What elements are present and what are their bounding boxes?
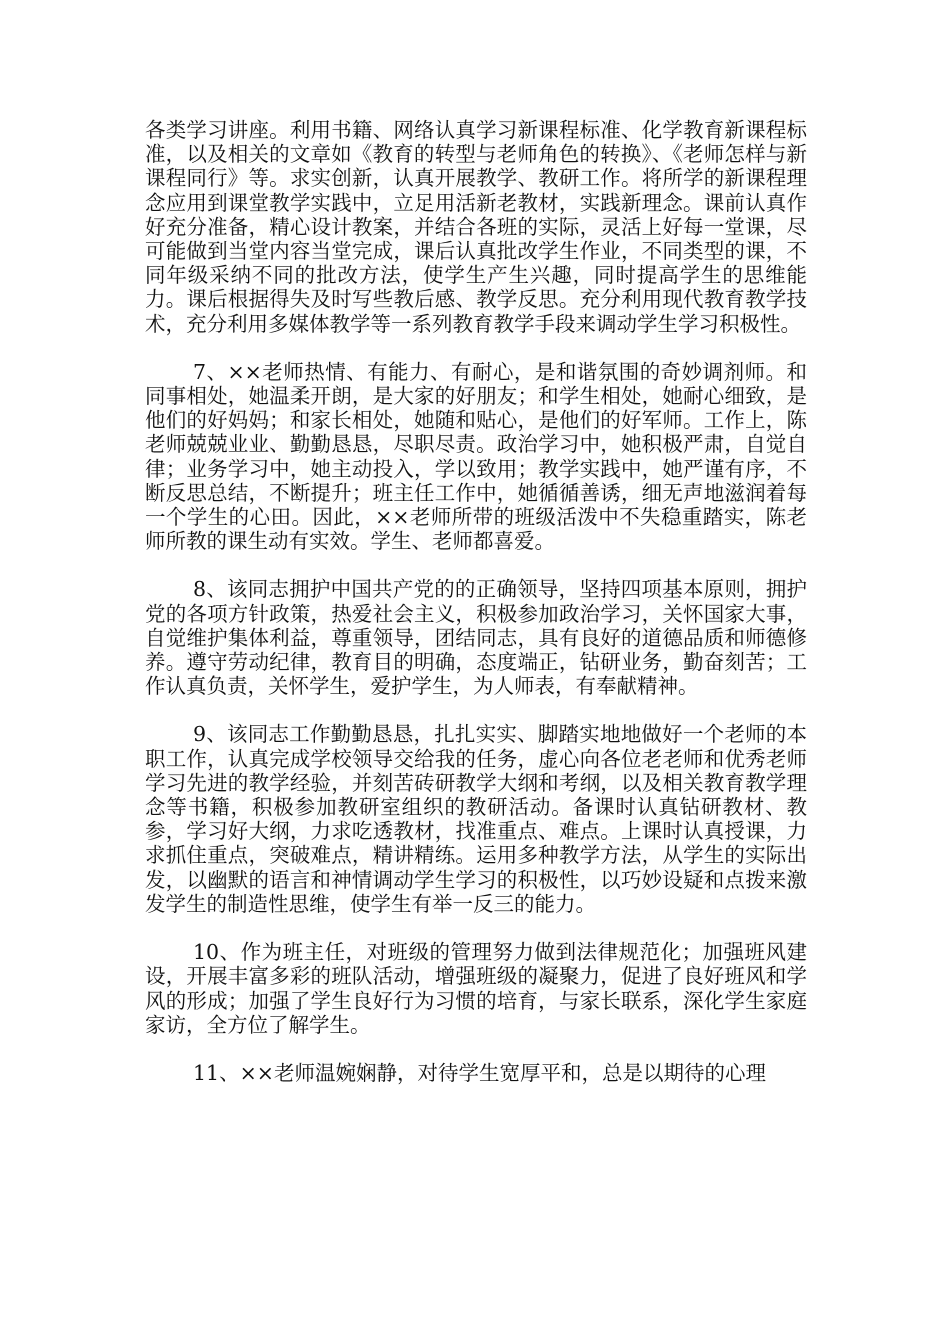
document-page xyxy=(145,118,807,1085)
paragraph-gap xyxy=(145,698,807,722)
paragraph-continuation: 各类学习讲座。利用书籍、网络认真学习新课程标准、化学教育新课程标准，以及相关的文章如《教育的转型与老师角色的转换》、《老师怎样与新课程同行》等。求实创新，认真开展教学、教研工作。将所学的新课程理念应用到课堂教学实践中，立足用活新老教材，实践新理念。课前认真作好充分准备，精心设计教案，并结合各班的实际，灵活上好每一堂课，尽可能做到当堂内容当堂完成，课后认真批改学生作业，不同类型的课，不同年级采纳不同的批改方法，使学生产生兴趣，同时提高学生的思维能力。课后根据得失及时写些教后感、教学反思。充分利用现代教育教学技术，充分利用多媒体教学等一系列教育教学手段来调动学生学习积极性。 xyxy=(145,118,807,336)
paragraph-gap xyxy=(145,553,807,577)
paragraph-gap xyxy=(145,916,807,940)
paragraph-item-11: 11、××老师温婉娴静，对待学生宽厚平和，总是以期待的心理 xyxy=(193,1060,766,1085)
paragraph-gap xyxy=(145,1037,807,1061)
paragraph-gap xyxy=(145,336,807,360)
paragraph-item-8: 8、该同志拥护中国共产党的的正确领导，坚持四项基本原则，拥护党的各项方针政策，热爱社会主义，积极参加政治学习，关怀国家大事，自觉维护集体利益，尊重领导，团结同志，具有良好的道德品质和师德修养。遵守劳动纪律，教育目的明确，态度端正，钻研业务，勤奋刻苦；工作认真负责，关怀学生，爱护学生，为人师表，有奉献精神。 xyxy=(145,577,807,699)
paragraph-item-9: 9、该同志工作勤勤恳恳，扎扎实实、脚踏实地地做好一个老师的本职工作，认真完成学校领导交给我的任务，虚心向各位老老师和优秀老师学习先进的教学经验，并刻苦砖研教学大纲和考纲，以及相关教育教学理念等书籍，积极参加教研室组织的教研活动。备课时认真钻研教材、教参，学习好大纲，力求吃透教材，找准重点、难点。上课时认真授课，力求抓住重点，突破难点，精讲精练。运用多种教学方法，从学生的实际出发，以幽默的语言和神情调动学生学习的积极性，以巧妙设疑和点拨来激发学生的制造性思维，使学生有举一反三的能力。 xyxy=(145,722,807,916)
paragraph-item-7: 7、××老师热情、有能力、有耐心，是和谐氛围的奇妙调剂师。和同事相处，她温柔开朗，是大家的好朋友；和学生相处，她耐心细致，是他们的好妈妈；和家长相处，她随和贴心，是他们的好军师。工作上，陈老师兢兢业业、勤勤恳恳，尽职尽责。政治学习中，她积极严肃，自觉自律；业务学习中，她主动投入，学以致用；教学实践中，她严谨有序，不断反思总结，不断提升；班主任工作中，她循循善诱，细无声地滋润着每一个学生的心田。因此，××老师所带的班级活泼中不失稳重踏实，陈老师所教的课生动有实效。学生、老师都喜爱。 xyxy=(145,359,807,554)
paragraph-item-10: 10、作为班主任，对班级的管理努力做到法律规范化；加强班风建设，开展丰富多彩的班队活动，增强班级的凝聚力，促进了良好班风和学风的形成；加强了学生良好行为习惯的培育，与家长联系，深化学生家庭家访，全方位了解学生。 xyxy=(145,940,807,1037)
